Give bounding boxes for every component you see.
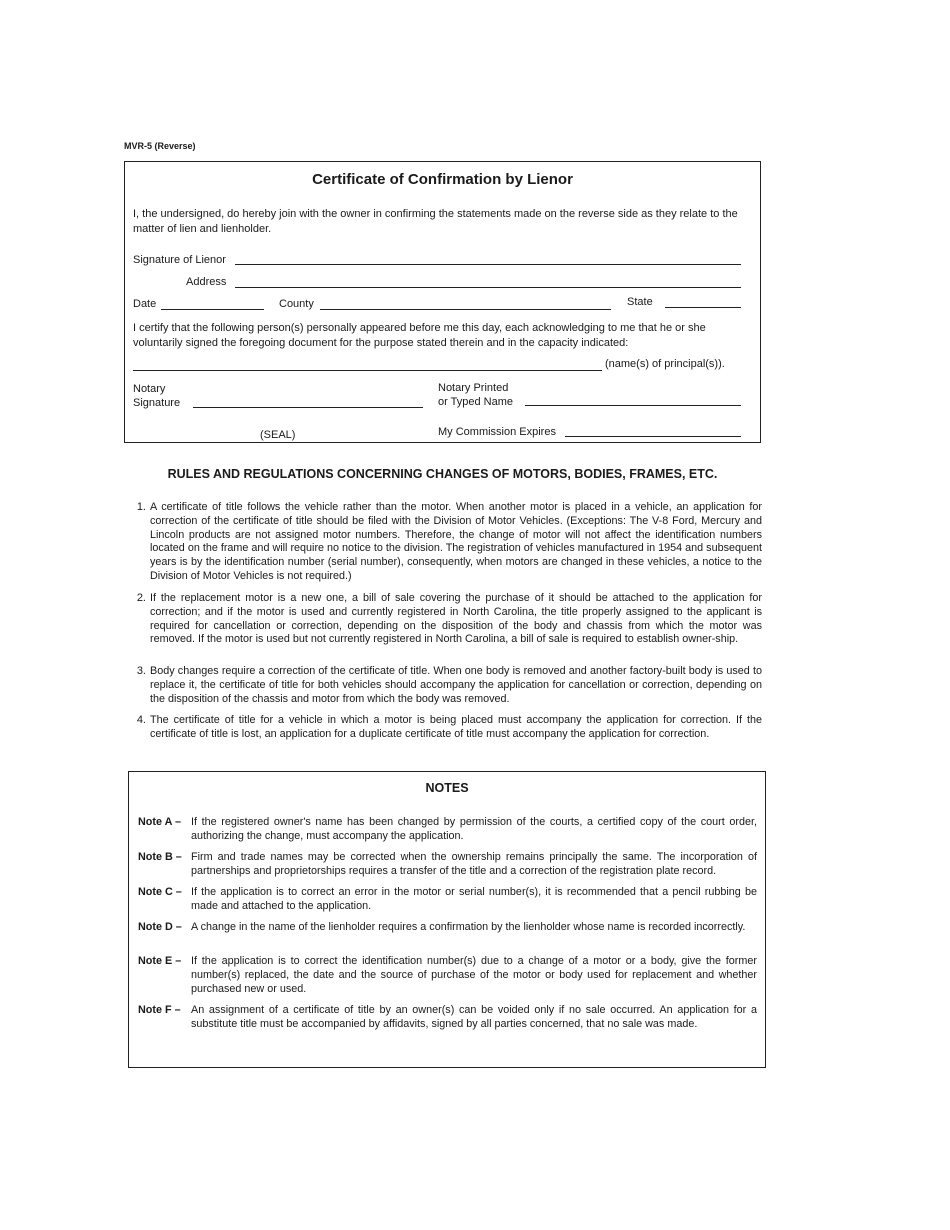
county-field[interactable] (320, 309, 611, 310)
notary-signature-label-2: Signature (133, 397, 181, 409)
note-text: A change in the name of the lienholder requires a confirmation by the lienholder whose name is recorded incorrectly. (191, 921, 746, 933)
note-text: If the registered owner's name has been changed by permission of the courts, a certified copy of the court order, authorizing the change, must accompany the application. (191, 816, 757, 842)
note-text: If the application is to correct an error in the motor or serial number(s), it is recommended that a pencil rubbing be made and attached to the application. (191, 886, 757, 912)
address-field[interactable] (235, 287, 741, 288)
form-id: MVR-5 (Reverse) (124, 141, 196, 151)
note-label: Note C – (138, 886, 182, 898)
commission-expires-label: My Commission Expires (438, 426, 556, 438)
rule-text: Body changes require a correction of the certificate of title. When one body is removed and another factory-built body is used to replace it, the certificate of title for both vehicles should accompany the application for cancellation or correction, depending on the disposition of the chassis and motor from which the body was removed. (150, 665, 762, 705)
certify-statement: I certify that the following person(s) personally appeared before me this day, each acknowledging to me that he or she voluntarily signed the foregoing document for the purpose stated therein and in the capacity indicated: (133, 322, 706, 349)
notary-printed-name-field[interactable] (525, 405, 741, 406)
signature-of-lienor-label: Signature of Lienor (133, 254, 226, 266)
principals-field[interactable] (133, 370, 602, 371)
rules-heading: RULES AND REGULATIONS CONCERNING CHANGES OF MOTORS, BODIES, FRAMES, ETC. (167, 467, 718, 481)
rule-text: If the replacement motor is a new one, a bill of sale covering the purchase of it should be attached to the application for correction; and if the motor is used and currently registered in North Carolina, the title properly assigned to the applicant is required for cancellation or correction, depending on the disposition of the body and chassis from which the motor was removed. If the motor is used but not currently registered in North Carolina, a bill of sale is required to establish owner-ship. (150, 592, 762, 646)
certificate-title: Certificate of Confirmation by Lienor (312, 171, 573, 188)
notary-printed-label-2: or Typed Name (438, 396, 514, 408)
note-label: Note F – (138, 1004, 181, 1016)
signature-of-lienor-field[interactable] (235, 264, 741, 265)
date-label: Date (133, 298, 157, 310)
notary-signature-label-1: Notary (133, 383, 166, 395)
note-text: If the application is to correct the identification number(s) due to a change of a motor or a body, give the former number(s) replaced, the date and the source of purchase of the motor or body used for replacement and whether purchased new or used. (191, 955, 757, 995)
date-field[interactable] (161, 309, 264, 310)
notary-printed-label-1: Notary Printed (438, 382, 509, 394)
principals-label: (name(s) of principal(s)). (605, 358, 725, 370)
rule-number: 2. (136, 592, 146, 604)
commission-expires-field[interactable] (565, 436, 741, 437)
rule-number: 3. (136, 665, 146, 677)
note-label: Note D – (138, 921, 182, 933)
state-label: State (627, 296, 653, 308)
certificate-intro: I, the undersigned, do hereby join with the owner in confirming the statements made on the reverse side as they relate to the matter of lien and lienholder. (133, 208, 738, 235)
address-label: Address (186, 276, 227, 288)
note-label: Note E – (138, 955, 182, 967)
rule-text: The certificate of title for a vehicle in which a motor is being placed must accompany the application for correction. If the certificate of title is lost, an application for a duplicate certificate of title must accompany the application for correction. (150, 714, 762, 740)
note-text: An assignment of a certificate of title by an owner(s) can be voided only if no sale occurred. An application for a substitute title must be accompanied by affidavits, signed by all parties concerned, that no sale was made. (191, 1004, 757, 1030)
rule-number: 4. (136, 714, 146, 726)
note-label: Note B – (138, 851, 182, 863)
notary-signature-field[interactable] (193, 407, 423, 408)
note-label: Note A – (138, 816, 181, 828)
county-label: County (279, 298, 314, 310)
notes-title: NOTES (425, 781, 469, 795)
rule-number: 1. (136, 501, 146, 513)
rule-text: A certificate of title follows the vehicle rather than the motor. When another motor is placed in a vehicle, an application for correction of the certificate of title should be filed with the Division of Motor Vehicles. (Exceptions: The V-8 Ford, Mercury and Lincoln products are not assigned motor numbers. Therefore, the change of motor will not affect the identification numbers located on the frame and will require no notice to the division. The registration of vehicles manufactured in 1954 and subsequent years is by the identification number (serial number), consequently, when motors are changed in these vehicles, a notice to the Division of Motor Vehicles is not required.) (150, 501, 763, 582)
state-field[interactable] (665, 307, 741, 308)
seal-label: (SEAL) (260, 429, 296, 441)
note-text: Firm and trade names may be corrected when the ownership remains principally the same. The incorporation of partnerships and proprietorships requires a transfer of the title and a correction of the registration plate record. (191, 851, 757, 877)
